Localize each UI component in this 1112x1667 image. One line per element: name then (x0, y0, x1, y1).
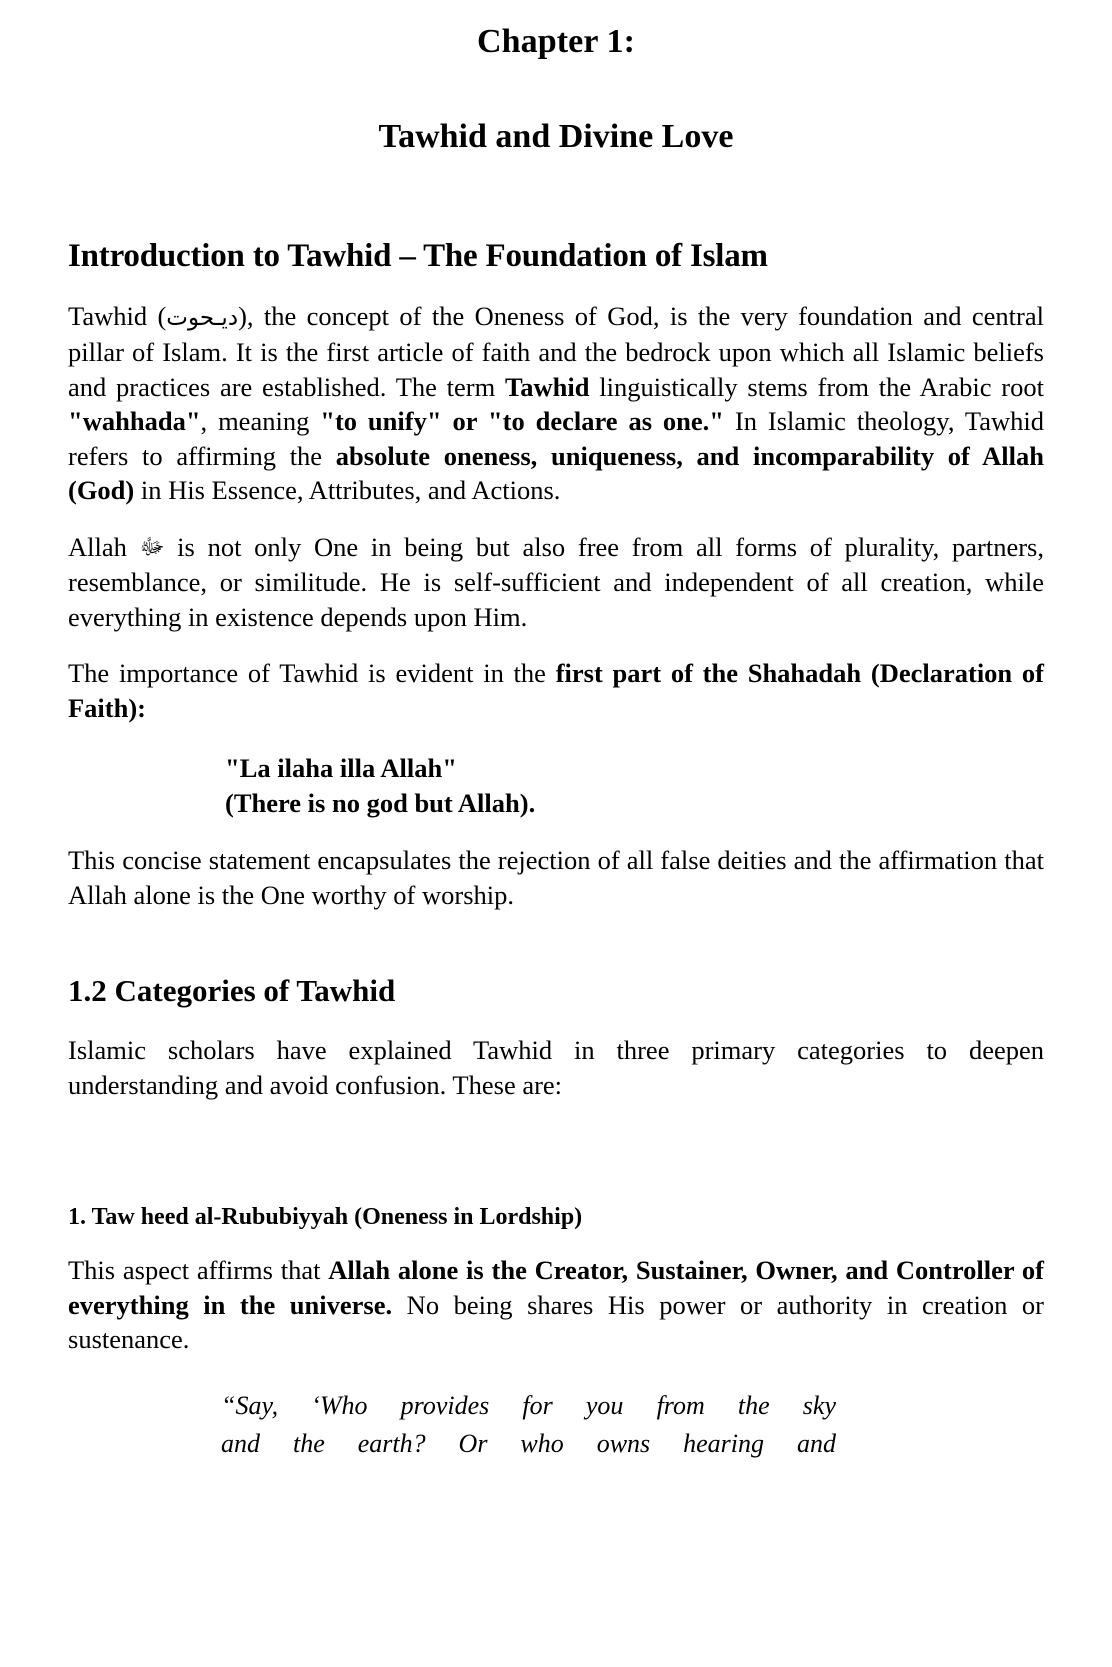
section-heading-introduction: Introduction to Tawhid – The Foundation of Islam (68, 237, 768, 274)
quran-quote-block (68, 1387, 1044, 1463)
shahadah-quote-block (68, 751, 1044, 821)
paragraph-allah-oneness (68, 530, 1044, 635)
paragraph-run: is not only One in being but also free from all forms of plurality, partners, resemblance, or similitude. He is self-sufficient and independent of all creation, while everything in existence depends upon Him. (68, 531, 1044, 632)
paragraph-run: Tawhid ( (68, 300, 167, 331)
emphasis-allah-creator: Allah alone is the Creator, Sustainer, Owner, and Controller of everything in the universe. (68, 1255, 1044, 1320)
paragraph-run: , meaning (200, 406, 321, 437)
arabic-term-tawhid: ديـحوت (166, 304, 239, 331)
paragraph-run: No being shares His power or authority in creation or sustenance. (68, 1289, 1045, 1355)
paragraph-tawhid-definition (68, 299, 1044, 508)
paragraph-run: linguistically stems from the Arabic root (589, 371, 1044, 402)
paragraph-run: Allah (68, 531, 140, 562)
emphasis-first-part-shahadah: first part of the Shahadah (Declaration of Faith): (68, 658, 1044, 723)
paragraph-rububiyyah-explanation (68, 1253, 1044, 1357)
category-heading-rububiyyah: 1. Taw heed al-Rububiyyah (Oneness in Lordship) (68, 1204, 583, 1231)
paragraph-shahadah-explanation: This concise statement encapsulates the rejection of all false deities and the affirmation that Allah alone is the One worthy of worship. (68, 845, 1044, 910)
shahadah-quote-line-1: "La ilaha illa Allah" (225, 753, 457, 784)
subsection-heading-categories: 1.2 Categories of Tawhid (68, 973, 396, 1009)
emphasis-tawhid: Tawhid (505, 371, 590, 402)
section-spacer (68, 1102, 1044, 1202)
paragraph-run: The importance of Tawhid is evident in the (68, 658, 556, 689)
emphasis-wahhada: "wahhada" (68, 406, 201, 437)
quran-quote-line-2: and the earth? Or who owns hearing and (221, 1428, 836, 1458)
chapter-label: Chapter 1: (476, 23, 636, 60)
chapter-title: Tawhid and Divine Love (378, 117, 734, 155)
paragraph-run: in His Essence, Attributes, and Actions. (134, 475, 561, 506)
paragraph-run: ), the concept of the Oneness of God, is the very foundation and central pillar of Islam. It is the first article of faith and the bedrock upon which all Islamic beliefs and practices are established. The term (68, 300, 1044, 402)
shahadah-quote-line-2: (There is no god but Allah). (225, 788, 536, 819)
honorific-glyph-icon: ﷻ (139, 534, 165, 560)
quran-quote-line-1: “Say, ‘Who provides for you from the sky (221, 1390, 836, 1420)
emphasis-to-unify: "to unify" or "to declare as one." (320, 406, 725, 437)
paragraph-shahadah-intro (68, 656, 1044, 725)
paragraph-run: This aspect affirms that (68, 1255, 329, 1286)
paragraph-run: In Islamic theology, Tawhid refers to affirming the (68, 406, 1044, 471)
emphasis-absolute-oneness: absolute oneness, uniqueness, and incomparability of Allah (God) (68, 440, 1044, 506)
paragraph-categories-intro: Islamic scholars have explained Tawhid in three primary categories to deepen understanding and avoid confusion. These are: (68, 1035, 1044, 1100)
